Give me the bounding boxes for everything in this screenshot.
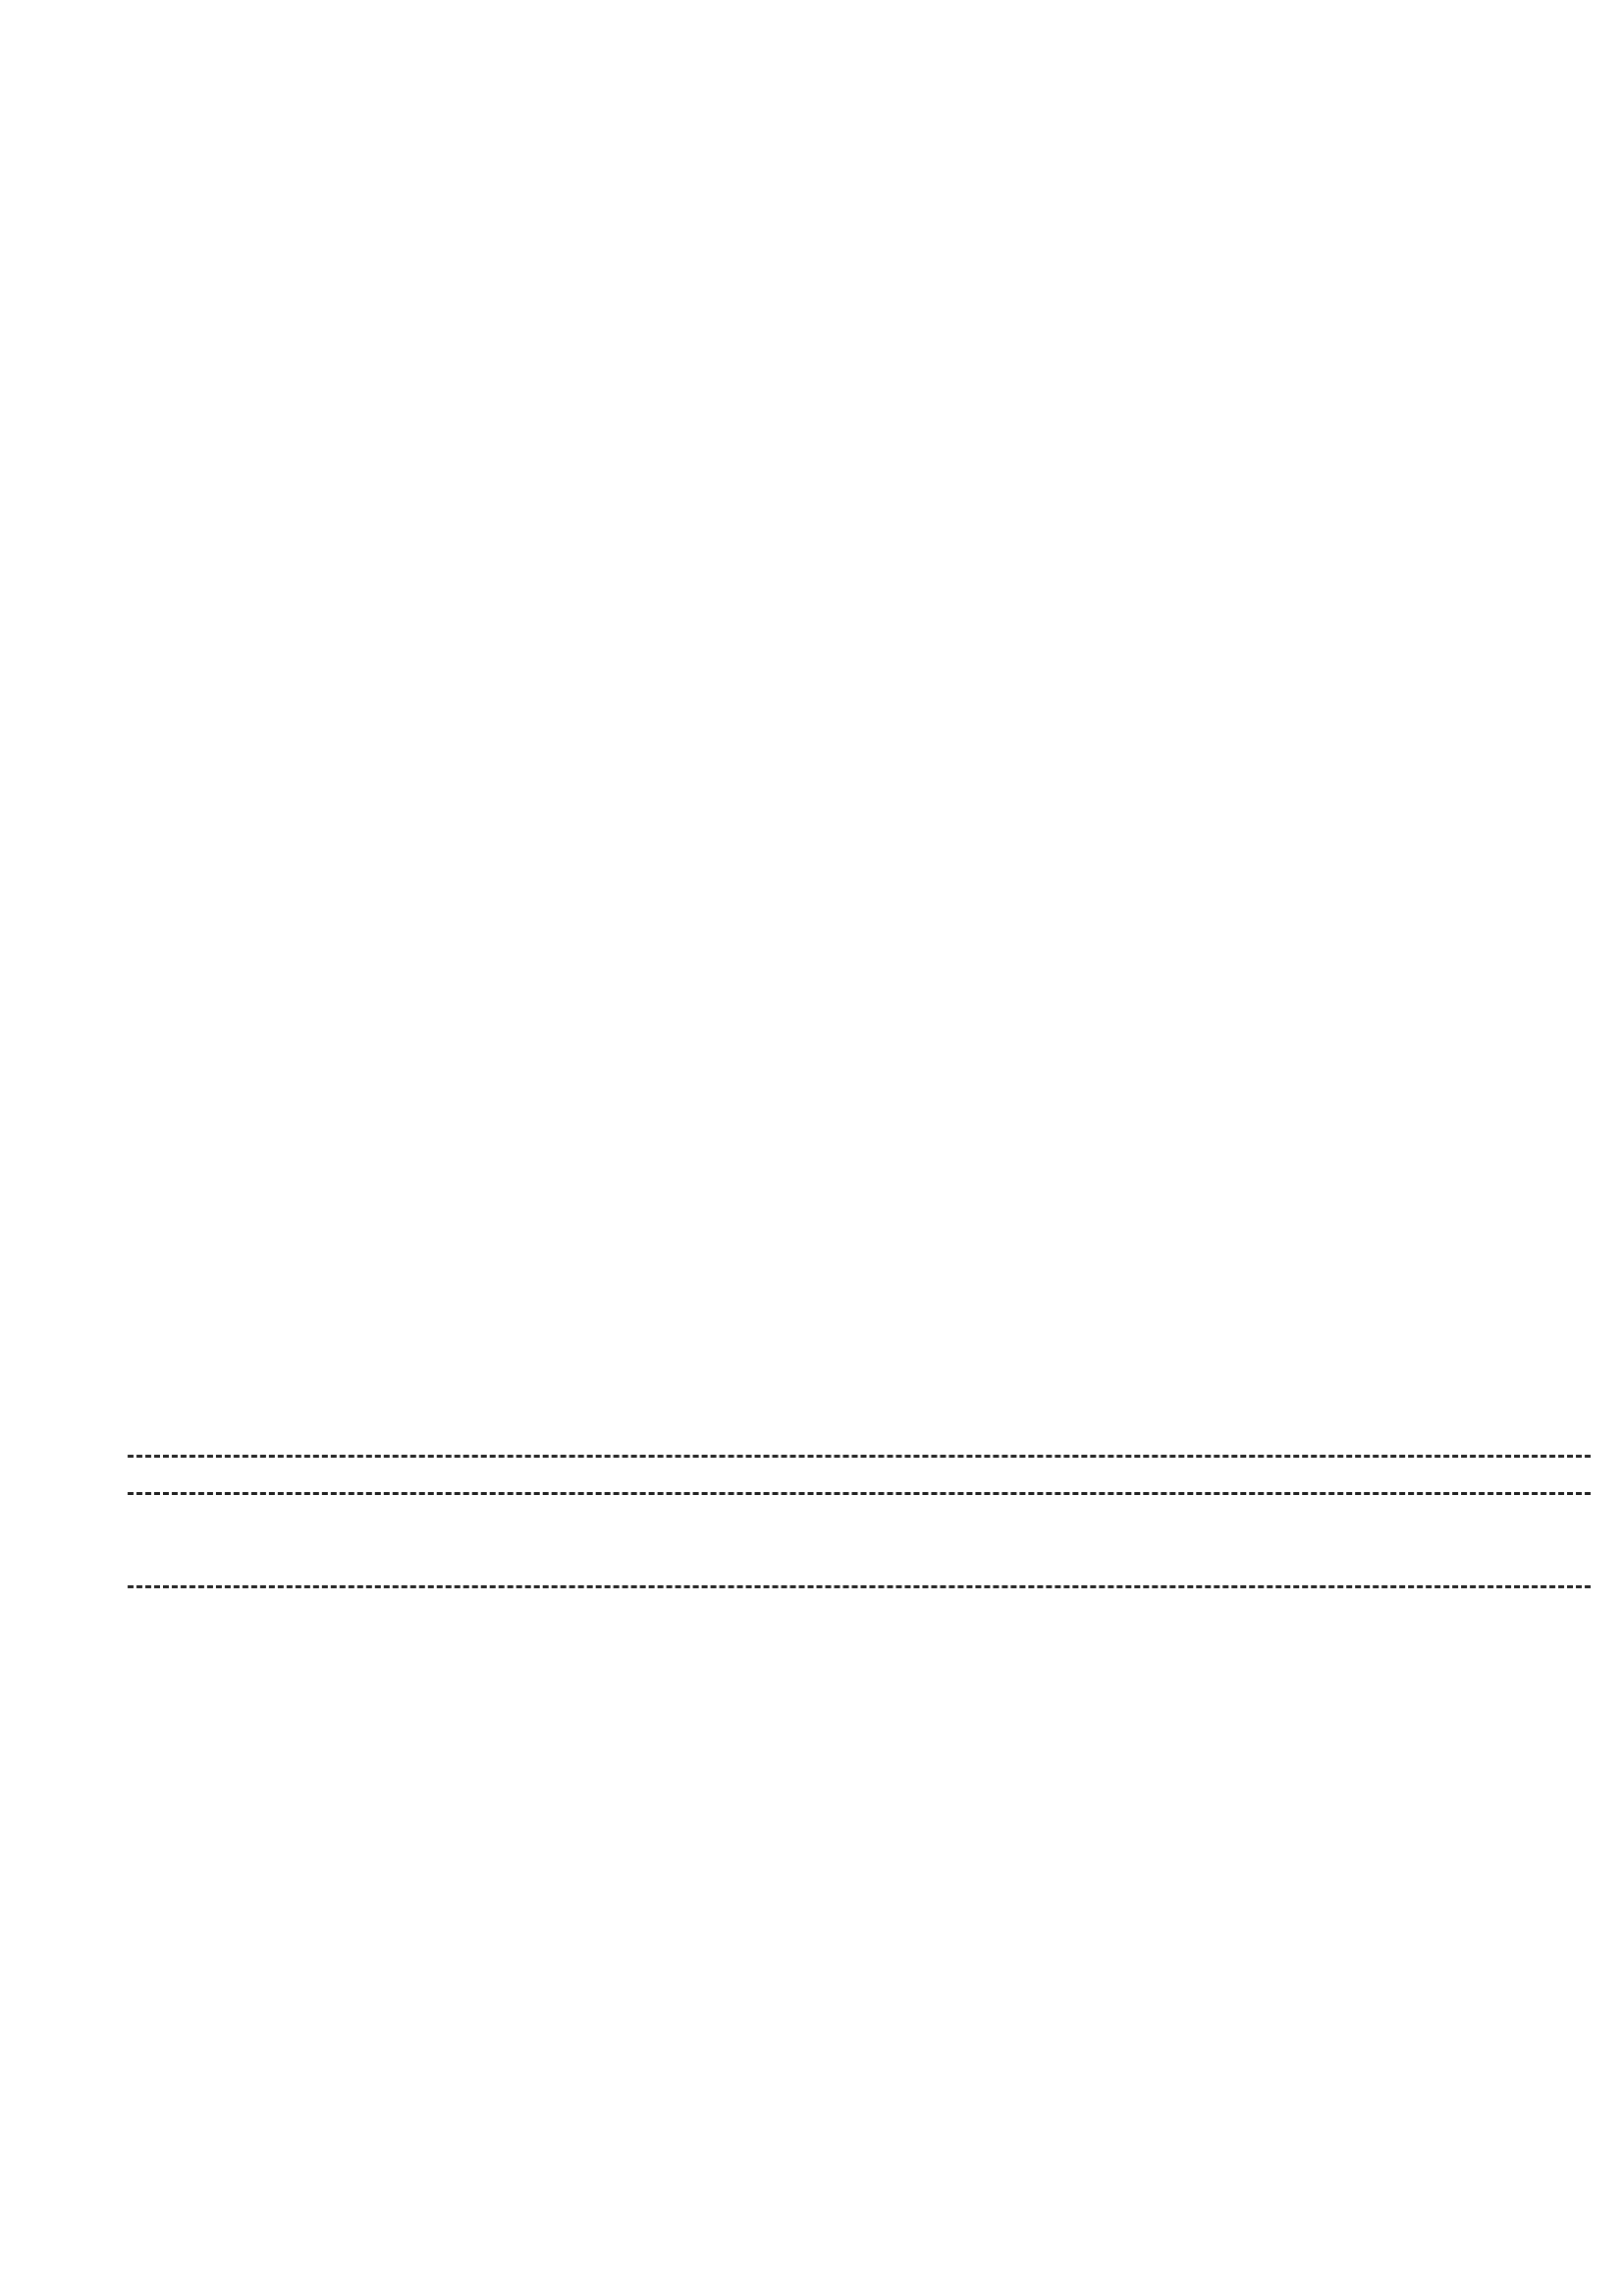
separator-line bbox=[128, 1585, 1591, 1588]
separator-line bbox=[128, 1455, 1591, 1458]
separator-line bbox=[128, 1492, 1591, 1495]
